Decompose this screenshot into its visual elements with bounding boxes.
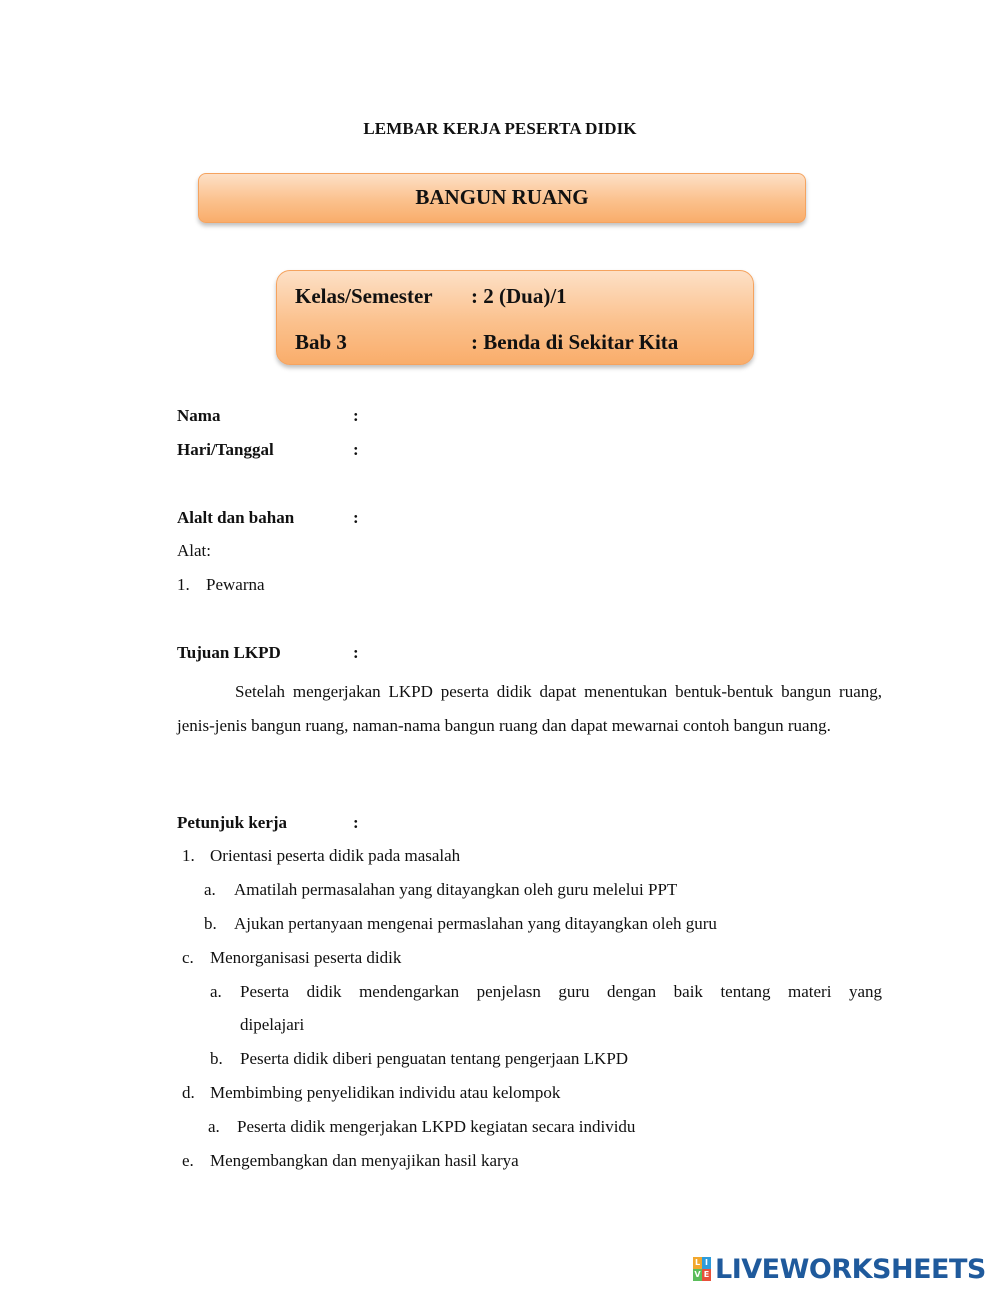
field-colon: :: [353, 813, 359, 832]
field-label-hari-tanggal: Hari/Tanggal: [177, 440, 274, 459]
section-heading-petunjuk: Petunjuk kerja: [177, 813, 288, 832]
step-number: e.: [182, 1151, 194, 1170]
step-text: Mengembangkan dan menyajikan hasil karya: [210, 1151, 519, 1170]
liveworksheets-logo-text: LIVEWORKSHEETS: [715, 1253, 986, 1285]
step-number: b.: [204, 914, 217, 933]
step-text-continuation: dipelajari: [240, 1015, 305, 1034]
step-text: Peserta didik diberi penguatan tentang pengerjaan LKPD: [240, 1049, 629, 1068]
alat-label: Alat:: [177, 541, 211, 560]
logo-letter: I: [702, 1257, 711, 1269]
step-number: a.: [210, 982, 222, 1001]
list-item-pewarna: Pewarna: [206, 575, 265, 594]
topic-banner: [198, 173, 806, 223]
step-text: Amatilah permasalahan yang ditayangkan oleh guru melelui PPT: [234, 880, 678, 899]
step-number: a.: [204, 880, 216, 899]
field-colon: :: [353, 643, 359, 662]
step-text: Peserta didik mendengarkan penjelasn guru dengan baik tentang materi yang: [240, 982, 882, 1001]
section-heading-tujuan: Tujuan LKPD: [177, 643, 281, 662]
step-number: d.: [182, 1083, 195, 1102]
step-number: c.: [182, 948, 194, 967]
logo-letter: L: [694, 1258, 701, 1267]
step-text: Peserta didik mengerjakan LKPD kegiatan secara individu: [237, 1117, 636, 1136]
liveworksheets-logo-icon: [693, 1257, 711, 1281]
info-label: Bab 3: [295, 330, 347, 354]
step-text: Membimbing penyelidikan individu atau kelompok: [210, 1083, 561, 1102]
step-number: b.: [210, 1049, 223, 1068]
liveworksheets-logo[interactable]: [693, 1255, 986, 1283]
step-number: 1.: [182, 846, 195, 865]
info-label: Kelas/Semester: [295, 284, 433, 308]
list-number: 1.: [177, 575, 190, 594]
logo-letter: V: [694, 1270, 701, 1279]
class-info-box: [276, 270, 754, 365]
section-heading-alat-bahan: Alalt dan bahan: [177, 508, 295, 527]
field-colon: :: [353, 440, 359, 459]
info-value: : Benda di Sekitar Kita: [471, 330, 679, 354]
step-text: Ajukan pertanyaan mengenai permaslahan yang ditayangkan oleh guru: [234, 914, 717, 933]
topic-banner-text: BANGUN RUANG: [415, 185, 589, 209]
field-colon: :: [353, 508, 359, 527]
logo-letter: E: [703, 1270, 710, 1279]
info-value: : 2 (Dua)/1: [471, 284, 567, 308]
document-title: LEMBAR KERJA PESERTA DIDIK: [363, 119, 637, 138]
field-label-nama: Nama: [177, 406, 221, 425]
field-colon: :: [353, 406, 359, 425]
tujuan-text: Setelah mengerjakan LKPD peserta didik dapat menentukan bentuk-bentuk bangun ruang, jenis-jenis bangun ruang, naman-nama bangun ruang dan dapat mewarnai contoh bangun ruang.: [177, 682, 882, 735]
step-text: Menorganisasi peserta didik: [210, 948, 402, 967]
tujuan-paragraph: [177, 675, 882, 743]
step-number: a.: [208, 1117, 220, 1136]
step-text: Orientasi peserta didik pada masalah: [210, 846, 461, 865]
